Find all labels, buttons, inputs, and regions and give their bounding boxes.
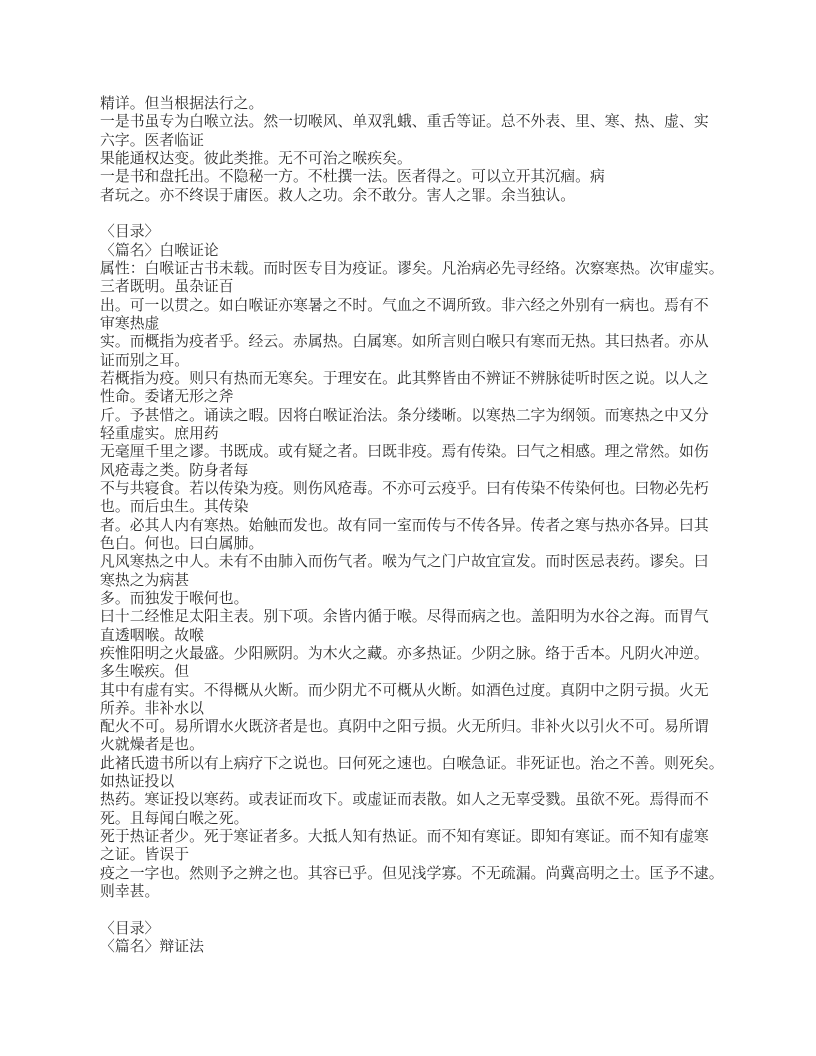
text-line: 其中有虚有实。不得概从火断。而少阴尤不可概从火断。如酒色过度。真阴中之阴亏损。火无 [100, 682, 709, 699]
text-line: 此褚氏遗书所以有上病疗下之说也。曰何死之速也。白喉急证。非死证也。治之不善。则死矣。 [100, 755, 724, 772]
text-block [100, 95, 750, 956]
text-line: 死。且每闻白喉之死。 [100, 810, 249, 827]
text-line: 也。而后虫生。其传染 [100, 499, 249, 516]
toc-marker: 〈目录〉 [100, 920, 160, 937]
text-line: 性命。委诸无形之斧 [100, 389, 234, 406]
chapter-title-baihou-zhenglun: 〈篇名〉白喉证论 [100, 242, 219, 259]
text-line: 斤。予甚惜之。诵读之暇。因将白喉证治法。条分缕晰。以寒热二字为纲领。而寒热之中又分 [100, 407, 709, 424]
text-line: 配火不可。易所谓水火既济者是也。真阴中之阳亏损。火无所归。非补火以引火不可。易所谓 [100, 719, 709, 736]
text-line: 疫之一字也。然则予之辨之也。其容已乎。但见浅学寡。不无疏漏。尚冀高明之士。匡予不逮。 [100, 865, 724, 882]
text-line: 不与共寝食。若以传染为疫。则伤风疮毒。不亦可云疫乎。曰有传染不传染何也。曰物必先朽 [100, 480, 709, 497]
blank-line [100, 205, 750, 223]
text-line: 轻重虚实。庶用药 [100, 425, 219, 442]
text-line: 曰十二经惟足太阳主表。别下项。余皆内循于喉。尽得而病之也。盖阳明为水谷之海。而胃气 [100, 609, 709, 626]
text-line: 精详。但当根据法行之。 [100, 96, 264, 112]
text-line: 一是书和盘托出。不隐秘一方。不杜撰一法。医者得之。可以立开其沉痼。病 [100, 169, 605, 186]
text-line: 属性：白喉证古书未载。而时医专目为疫证。谬矣。凡治病必先寻经络。次察寒热。次审虚实。 [100, 260, 724, 277]
text-line: 疾惟阳明之火最盛。少阳厥阴。为木火之藏。亦多热证。少阴之脉。络于舌本。凡阴火冲逆。 [100, 645, 709, 662]
text-line: 火就燥者是也。 [100, 737, 204, 754]
text-line: 则幸甚。 [100, 884, 160, 901]
blank-line [100, 901, 750, 919]
text-line: 实。而概指为疫者乎。经云。赤属热。白属寒。如所言则白喉只有寒而无热。其曰热者。亦从 [100, 334, 709, 351]
text-line: 如热证投以 [100, 774, 175, 791]
text-line: 者玩之。亦不终误于庸医。救人之功。余不敢分。害人之罪。余当独认。 [100, 187, 576, 204]
text-line: 无毫厘千里之谬。书既成。或有疑之者。曰既非疫。焉有传染。曰气之相感。理之常然。如伤 [100, 444, 709, 461]
text-line: 所养。非补水以 [100, 700, 204, 717]
text-line: 审寒热虚 [100, 315, 160, 332]
text-line: 色白。何也。曰白属肺。 [100, 535, 264, 552]
text-line: 果能通权达变。彼此类推。无不可治之喉疾矣。 [100, 150, 412, 167]
text-line: 死于热证者少。死于寒证者多。大抵人知有热证。而不知有寒证。即知有寒证。而不知有虚寒 [100, 829, 709, 846]
text-line: 一是书虽专为白喉立法。然一切喉风、单双乳蛾、重舌等证。总不外表、里、寒、热、虚、实 [100, 114, 709, 131]
text-line: 者。必其人内有寒热。始触而发也。故有同一室而传与不传各异。传者之寒与热亦各异。曰其 [100, 517, 709, 534]
text-line: 寒热之为病甚 [100, 572, 190, 589]
text-line: 多生喉疾。但 [100, 664, 190, 681]
text-line: 若概指为疫。则只有热而无寒矣。于理安在。此其弊皆由不辨证不辨脉徒听时医之说。以人之 [100, 370, 709, 387]
text-line: 出。可一以贯之。如白喉证亦寒暑之不时。气血之不调所致。非六经之外别有一病也。焉有不 [100, 297, 709, 314]
text-line: 六字。医者临证 [100, 132, 204, 149]
text-line: 三者既明。虽杂证百 [100, 279, 234, 296]
toc-marker: 〈目录〉 [100, 224, 160, 241]
text-line: 之证。皆误于 [100, 847, 190, 864]
text-line: 直透咽喉。故喉 [100, 627, 204, 644]
text-line: 凡风寒热之中人。未有不由肺入而伤气者。喉为气之门户故宜宣发。而时医忌表药。谬矣。曰 [100, 554, 709, 571]
text-line: 证而别之耳。 [100, 352, 190, 369]
chapter-title-bianzhengfa: 〈篇名〉辩证法 [100, 939, 204, 956]
text-line: 风疮毒之类。防身者每 [100, 462, 249, 479]
text-line: 热药。寒证投以寒药。或表证而攻下。或虚证而表散。如人之无辜受戮。虽欲不死。焉得而不 [100, 792, 709, 809]
text-line: 多。而独发于喉何也。 [100, 590, 249, 607]
